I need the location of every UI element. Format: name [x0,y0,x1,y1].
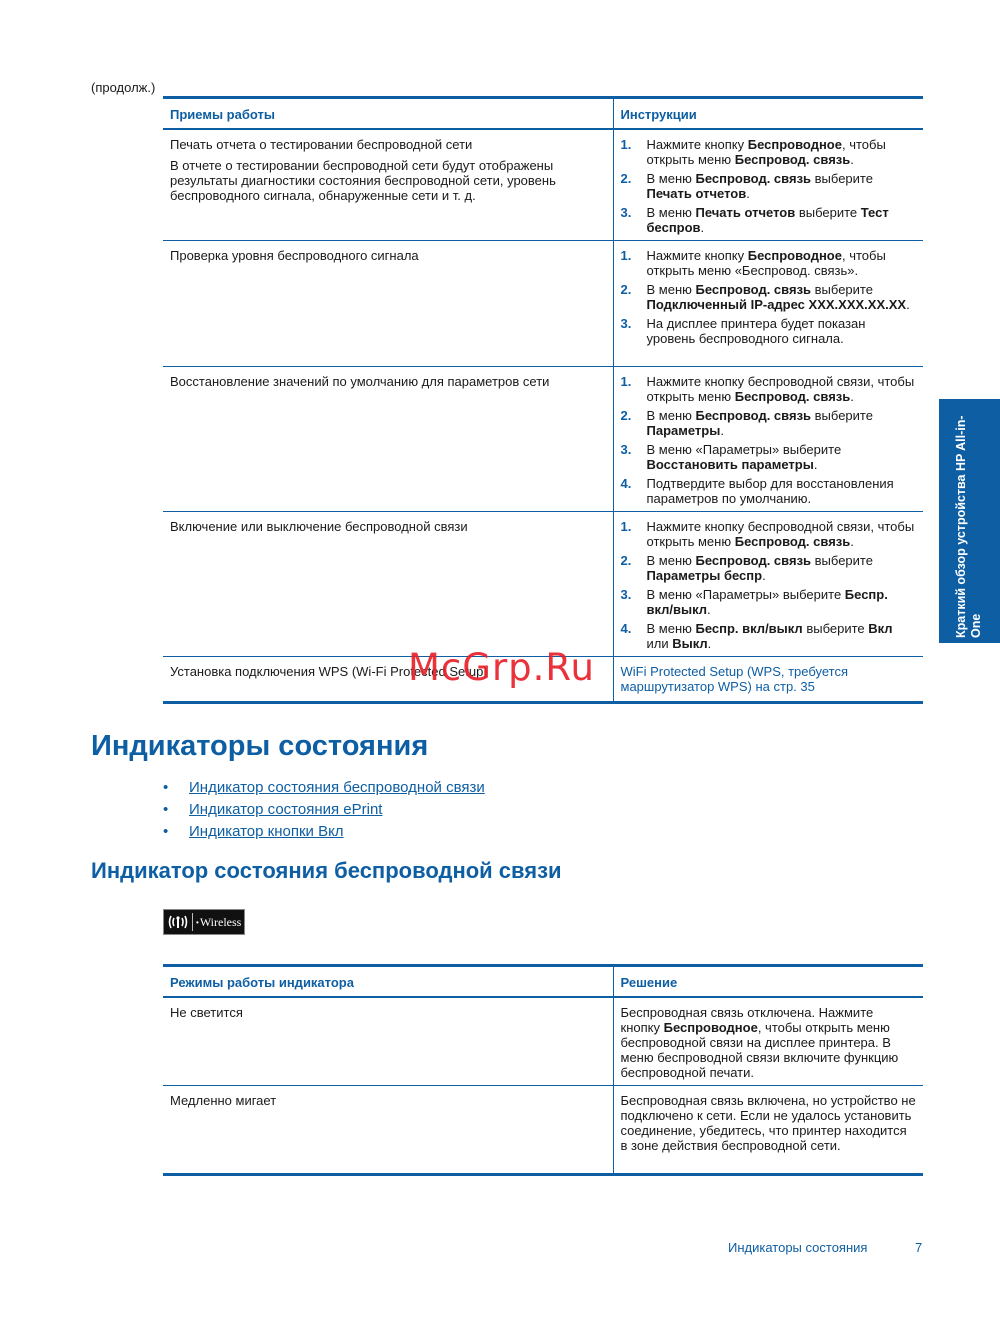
section-title: Индикаторы состояния [91,730,429,762]
text-run: Нажмите кнопку [646,248,748,263]
step-number: 4. [620,621,632,636]
text-run: Нажмите кнопку [646,137,748,152]
text-run: . [850,152,854,167]
text-run: . [813,457,818,472]
wireless-label: Wireless [199,914,242,929]
table-row [163,997,923,1086]
bold-term: Беспр. вкл/выкл [695,621,803,636]
text-run: В меню [646,408,696,423]
text-run: выберите [811,282,873,297]
bold-term: Беспровод. связь [734,389,851,404]
solution-cell [613,1086,923,1175]
steps-list [621,374,917,506]
bold-term: Выкл [672,636,708,651]
text-run: В меню «Параметры» выберите [646,442,842,457]
dot-icon: • [196,917,199,927]
step-item [621,442,917,472]
step-item [621,282,917,312]
bold-term: Беспроводное [663,1020,758,1035]
step-text [647,171,917,201]
step-number: 3. [620,316,632,331]
step-number: 3. [620,205,632,220]
text-run: В меню «Параметры» выберите [646,587,845,602]
table-row [163,241,923,367]
bold-term: Параметры беспр [646,568,763,583]
column-header-instructions: Инструкции [620,107,697,122]
text-run: , чтобы открыть меню «Беспровод. связь». [646,248,886,278]
bold-term: Беспровод. связь [695,553,812,568]
text-run: выберите [811,553,873,568]
text-run: . [906,297,910,312]
step-item [621,137,917,167]
text-run: Нажмите кнопку беспроводной связи, чтобы открыть меню [646,374,915,404]
footer-section-title: Индикаторы состояния [728,1240,868,1255]
wireless-button-image [163,909,245,935]
column-header-modes: Режимы работы индикатора [163,966,613,998]
task-title: Проверка уровня беспроводного сигнала [170,248,419,263]
step-text [647,374,917,404]
text-run: выберите [795,205,861,220]
step-number: 1. [620,137,632,152]
text-run: , чтобы открыть меню [646,137,886,167]
step-text [647,621,917,651]
task-title: Установка подключения WPS (Wi-Fi Protected Setup) [170,664,488,679]
text-run: . [850,389,854,404]
step-text [647,519,917,549]
column-header-solution: Решение [620,975,678,990]
step-item [621,316,917,346]
text-run: . [700,220,705,235]
text-run: . [707,602,711,617]
side-chapter-title: Краткий обзор устройства HP All-in-One [954,415,983,638]
link-eprint-status-light[interactable]: Индикатор состояния ePrint [189,800,383,818]
bold-term: Восстановить параметры [646,457,814,472]
bullet-icon: • [163,778,169,796]
text-run: В меню [646,205,696,220]
text-run: Беспроводная связь включена, но устройство не подключено к сети. Если не удалось установить соединение, убедитесь, что принтер находится в зоне действия беспроводной сети. [620,1093,916,1153]
bold-term: Тест беспров [646,205,889,235]
step-text [647,442,917,472]
step-number: 1. [620,248,632,263]
step-item [621,519,917,549]
text-run: В меню [646,621,696,636]
table-row [163,512,923,657]
step-number: 2. [620,553,632,568]
step-item [621,205,917,235]
list-item [163,820,485,842]
step-number: 2. [620,408,632,423]
text-run: В меню [646,553,696,568]
text-run: В меню [646,171,696,186]
table-header-row [163,98,923,130]
task-title: Включение или выключение беспроводной связи [170,519,468,534]
link-power-button-light[interactable]: Индикатор кнопки Вкл [189,822,344,840]
bold-term: Печать отчетов [695,205,796,220]
link-wireless-status-light[interactable]: Индикатор состояния беспроводной связи [189,778,485,796]
bold-term: Подключенный IP-адрес XXX.XXX.XX.XX [646,297,907,312]
text-run: Нажмите кнопку беспроводной связи, чтобы открыть меню [646,519,915,549]
step-text [647,408,917,438]
text-run: , чтобы открыть меню беспроводной связи на дисплее принтера. В меню беспроводной связи включите функцию беспроводной печати. [620,1020,899,1080]
step-text [647,587,917,617]
step-text [647,553,917,583]
mode-cell: Не светится [163,997,613,1086]
continued-label: (продолж.) [91,80,156,95]
text-run: . [720,423,724,438]
mode-cell: Медленно мигает [163,1086,613,1175]
text-run: . [707,636,712,651]
indicator-modes-table [163,964,923,1176]
bold-term: Беспр. вкл/выкл [646,587,888,617]
bullet-icon: • [163,800,169,818]
table-row [163,129,923,241]
page-number: 7 [915,1240,923,1255]
step-item [621,171,917,201]
step-item [621,408,917,438]
badge-divider [192,913,193,931]
list-item [163,798,485,820]
text-run: Беспроводная связь отключена. Нажмите кнопку [620,1005,874,1035]
bold-term: Беспроводное [747,137,842,152]
bold-term: Беспровод. связь [695,282,812,297]
text-run: . [746,186,750,201]
text-run: выберите [811,171,873,186]
step-text [647,282,917,312]
wireless-tasks-table [163,96,923,704]
step-item [621,621,917,651]
step-number: 1. [620,519,632,534]
task-title: Печать отчета о тестировании беспроводной сети [170,137,473,152]
wireless-antenna-icon [167,913,189,931]
task-title: Восстановление значений по умолчанию для параметров сети [170,374,550,389]
table-row [163,1086,923,1175]
bold-term: Беспровод. связь [695,408,812,423]
column-header-tasks: Приемы работы [163,98,613,130]
task-description: В отчете о тестировании беспроводной сети будут отображены результаты диагностики состояния беспроводной сети, уровень беспроводного сигнала, обнаруженные сети и т. д. [170,158,556,203]
steps-list [621,248,917,346]
list-item [163,776,485,798]
steps-list [621,137,917,235]
bold-term: Беспроводное [747,248,842,263]
steps-list [621,519,917,651]
bold-term: Вкл [868,621,893,636]
text-run: В меню [646,282,696,297]
status-lights-links [163,776,485,842]
step-text [647,205,917,235]
step-item [621,587,917,617]
step-text [647,316,917,346]
bold-term: Беспровод. связь [695,171,812,186]
side-chapter-tab [939,399,1000,643]
text-run: На дисплее принтера будет показан уровень беспроводного сигнала. [646,316,866,346]
subsection-title: Индикатор состояния беспроводной связи [91,858,562,883]
solution-cell [613,997,923,1086]
bold-term: Печать отчетов [646,186,747,201]
text-run: выберите [802,621,869,636]
watermark: McGrp.Ru [408,646,595,689]
step-number: 3. [620,442,632,457]
step-text [647,248,917,278]
step-number: 3. [620,587,632,602]
step-text [647,476,917,506]
step-item [621,553,917,583]
step-item [621,248,917,278]
text-run: выберите [811,408,873,423]
step-number: 2. [620,282,632,297]
step-number: 2. [620,171,632,186]
step-item [621,374,917,404]
step-number: 4. [620,476,632,491]
bold-term: Параметры [646,423,721,438]
table-header-row [163,966,923,998]
step-item [621,476,917,506]
bullet-icon: • [163,822,169,840]
bold-term: Беспровод. связь [734,534,851,549]
step-number: 1. [620,374,632,389]
text-run: . [762,568,766,583]
text-run: Подтвердите выбор для восстановления параметров по умолчанию. [646,476,894,506]
bold-term: Беспровод. связь [734,152,851,167]
text-run: . [850,534,854,549]
wps-setup-link[interactable]: WiFi Protected Setup (WPS, требуется маршрутизатор WPS) на стр. 35 [620,664,849,694]
text-run: или [646,636,673,651]
step-text [647,137,917,167]
table-row [163,367,923,512]
